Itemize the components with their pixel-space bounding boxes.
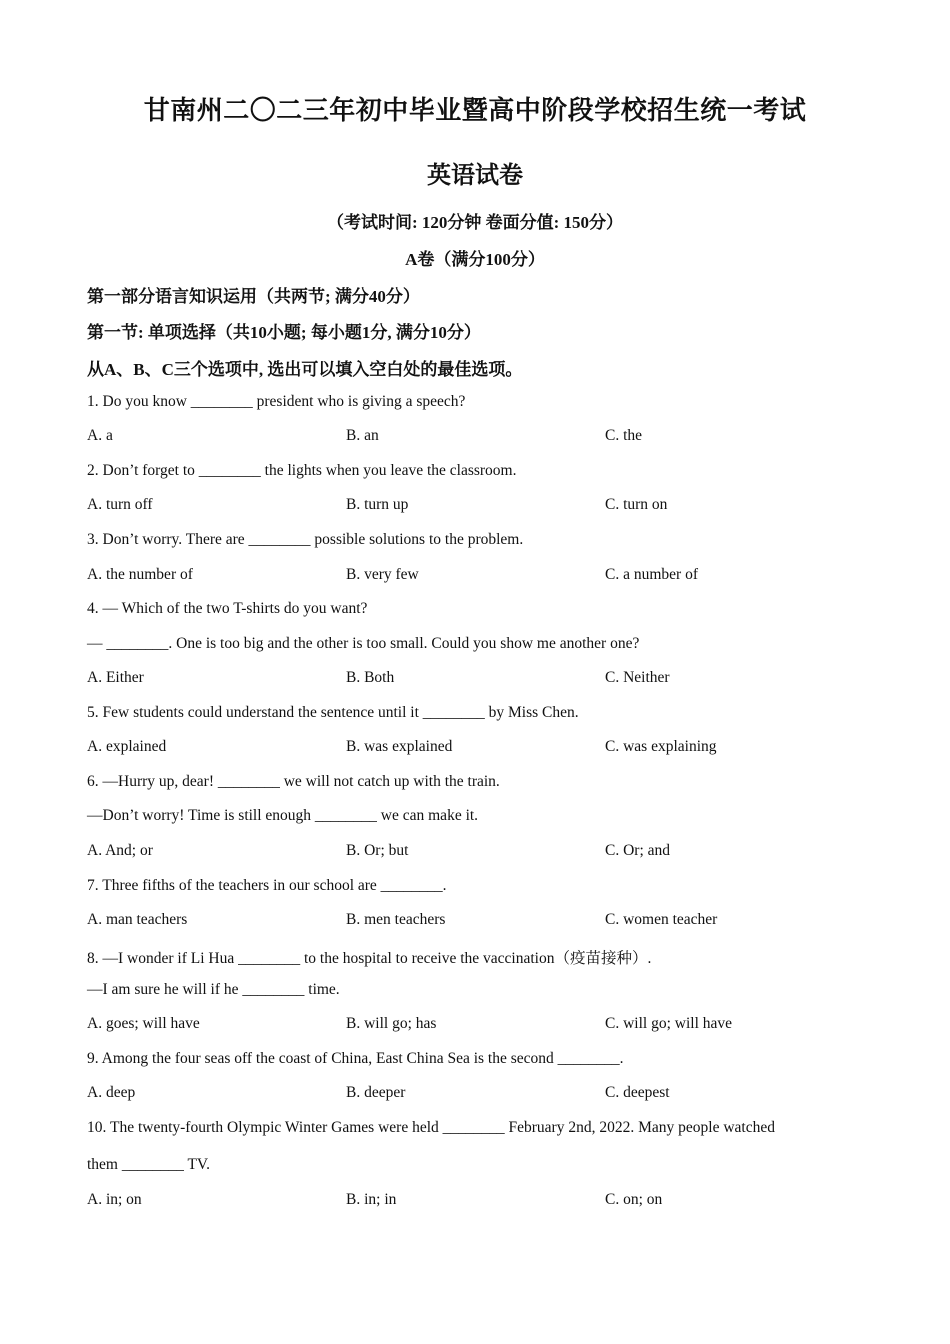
question-6-option-c: C. Or; and [605, 842, 671, 859]
question-3-option-c: C. a number of [605, 566, 698, 583]
question-9-option-a: A. deep [87, 1084, 136, 1101]
question-8-option-a: A. goes; will have [87, 1015, 200, 1032]
paper-a-heading: A卷（满分100分） [405, 250, 545, 269]
part-heading: 第一部分语言知识运用（共两节; 满分40分） [87, 287, 420, 306]
subject-title: 英语试卷 [427, 163, 523, 189]
question-4-option-c: C. Neither [605, 669, 670, 686]
question-1-option-a: A. a [87, 427, 113, 444]
question-9-option-b: B. deeper [346, 1084, 406, 1101]
question-4-text-line-2: — ________. One is too big and the other is too small. Could you show me another one? [87, 635, 640, 652]
question-2-option-a: A. turn off [87, 496, 153, 513]
question-4-option-a: A. Either [87, 669, 144, 686]
question-1-option-b: B. an [346, 427, 379, 444]
question-8-text-line-2: —I am sure he will if he ________ time. [87, 981, 340, 998]
question-8-text: 8. —I wonder if Li Hua ________ to the hospital to receive the vaccination（疫苗接种）. [87, 950, 652, 967]
question-7-text: 7. Three fifths of the teachers in our school are ________. [87, 877, 447, 894]
question-10-option-c: C. on; on [605, 1191, 663, 1208]
question-9-option-c: C. deepest [605, 1084, 670, 1101]
question-1-option-c: C. the [605, 427, 643, 444]
question-7-option-b: B. men teachers [346, 911, 446, 928]
question-10-text-line-2: them ________ TV. [87, 1156, 211, 1173]
question-10-option-b: B. in; in [346, 1191, 397, 1208]
question-5-text: 5. Few students could understand the sentence until it ________ by Miss Chen. [87, 704, 579, 721]
question-8-option-b: B. will go; has [346, 1015, 437, 1032]
question-8-option-c: C. will go; will have [605, 1015, 733, 1032]
question-7-option-c: C. women teacher [605, 911, 718, 928]
question-6-option-a: A. And; or [87, 842, 153, 859]
question-4-option-b: B. Both [346, 669, 395, 686]
question-10-text: 10. The twenty-fourth Olympic Winter Games were held ________ February 2nd, 2022. Many people watched [87, 1119, 775, 1136]
question-2-option-b: B. turn up [346, 496, 409, 513]
question-5-option-c: C. was explaining [605, 738, 717, 755]
question-9-text: 9. Among the four seas off the coast of China, East China Sea is the second ________. [87, 1050, 624, 1067]
question-6-option-b: B. Or; but [346, 842, 409, 859]
question-10-option-a: A. in; on [87, 1191, 142, 1208]
section-heading: 第一节: 单项选择（共10小题; 每小题1分, 满分10分） [87, 323, 481, 342]
question-5-option-b: B. was explained [346, 738, 453, 755]
exam-title: 甘南州二〇二三年初中毕业暨高中阶段学校招生统一考试 [143, 96, 807, 125]
question-5-option-a: A. explained [87, 738, 167, 755]
question-3-option-a: A. the number of [87, 566, 193, 583]
question-4-text: 4. — Which of the two T-shirts do you want? [87, 600, 368, 617]
instruction-text: 从A、B、C三个选项中, 选出可以填入空白处的最佳选项。 [87, 360, 523, 379]
question-3-text: 3. Don’t worry. There are ________ possible solutions to the problem. [87, 531, 524, 548]
question-3-option-b: B. very few [346, 566, 419, 583]
question-2-option-c: C. turn on [605, 496, 668, 513]
exam-info: （考试时间: 120分钟 卷面分值: 150分） [326, 213, 624, 232]
question-6-text-line-2: —Don’t worry! Time is still enough ________ we can make it. [87, 807, 479, 824]
question-6-text: 6. —Hurry up, dear! ________ we will not catch up with the train. [87, 773, 500, 790]
question-7-option-a: A. man teachers [87, 911, 188, 928]
question-2-text: 2. Don’t forget to ________ the lights when you leave the classroom. [87, 462, 517, 479]
question-1-text: 1. Do you know ________ president who is giving a speech? [87, 393, 466, 410]
